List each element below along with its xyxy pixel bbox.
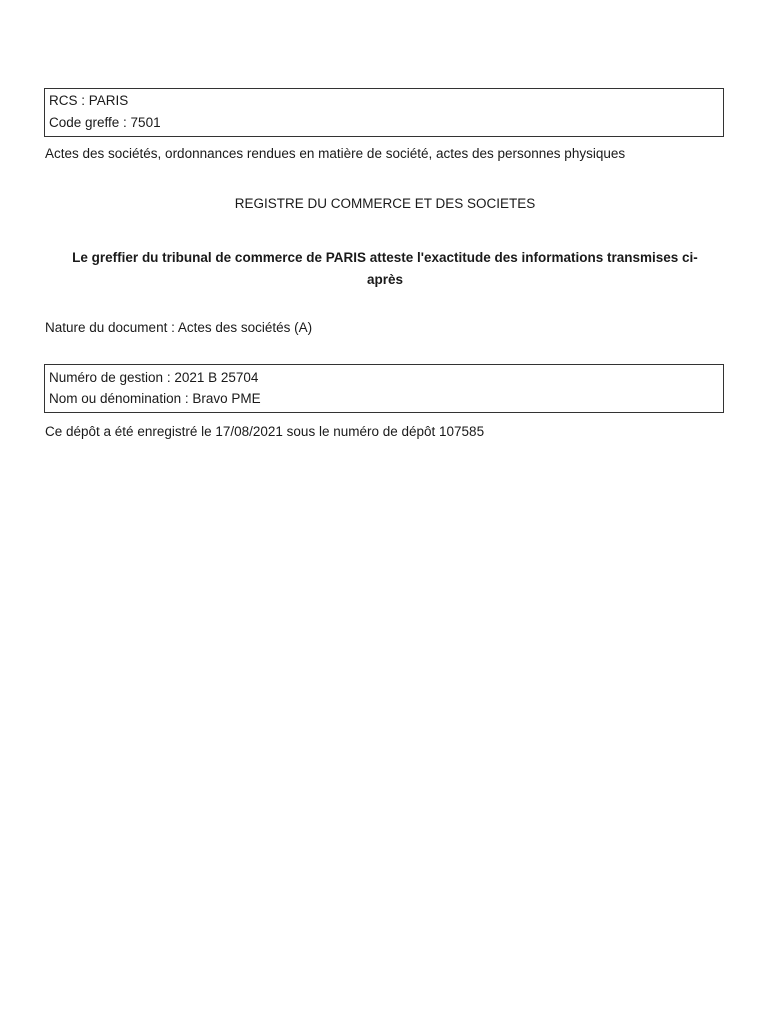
numero-gestion: Numéro de gestion : 2021 B 25704 bbox=[49, 370, 259, 385]
rcs-label: RCS : PARIS bbox=[49, 93, 129, 108]
deposit-record: Ce dépôt a été enregistré le 17/08/2021 sous le numéro de dépôt 107585 bbox=[45, 424, 485, 439]
company-name: Nom ou dénomination : Bravo PME bbox=[49, 391, 261, 406]
rcs-info-box bbox=[44, 88, 724, 137]
registry-title: REGISTRE DU COMMERCE ET DES SOCIETES bbox=[234, 196, 536, 211]
document-categories-line: Actes des sociétés, ordonnances rendues en matière de société, actes des personnes physiques bbox=[45, 146, 626, 161]
company-info-box bbox=[44, 364, 724, 413]
attestation-statement: Le greffier du tribunal de commerce de PARIS atteste l'exactitude des informations transmises ci-après bbox=[72, 250, 698, 287]
document-nature: Nature du document : Actes des sociétés (A) bbox=[45, 320, 313, 335]
code-greffe-label: Code greffe : 7501 bbox=[49, 115, 161, 130]
